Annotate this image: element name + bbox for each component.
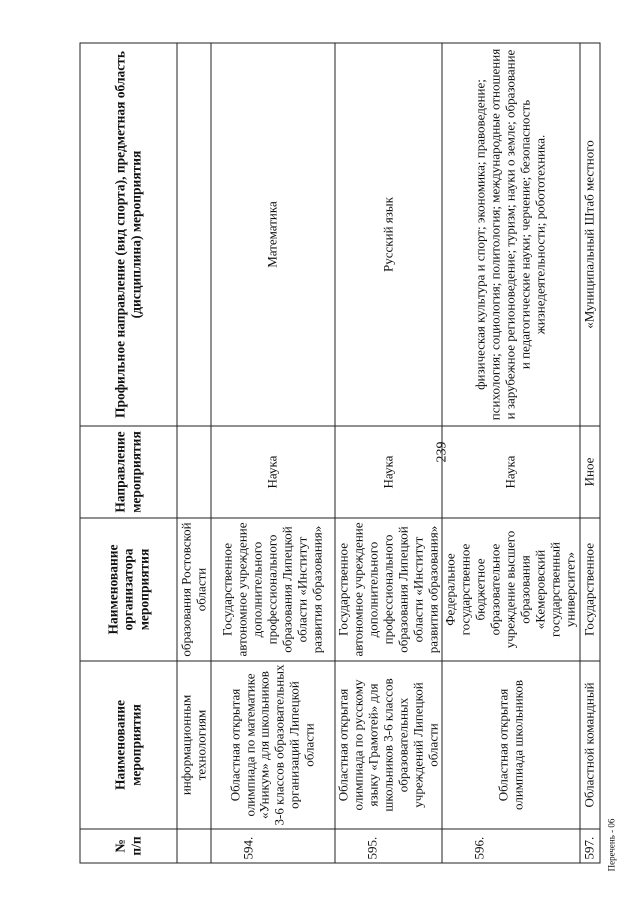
- cell-direction: Наука: [334, 426, 442, 518]
- page-number: 239: [434, 441, 450, 463]
- table-header-row: [80, 43, 177, 863]
- rotated-table-frame: [79, 43, 596, 863]
- cell-profile: физическая культура и спорт; экономика; правоведение; психология; социология; политология; международные отношения и зарубежное регионоведение; туризм; науки о земле; образование и педагогические науки; черчение; безопасность жизнедеятельности; робототехника.: [442, 43, 579, 426]
- header-direction: Направление мероприятия: [80, 426, 177, 518]
- events-table: [79, 42, 600, 863]
- cell-profile: [177, 43, 211, 426]
- cell-num: 596.: [442, 829, 579, 863]
- table-row: [334, 43, 442, 863]
- cell-organizer: Федеральное государственное бюджетное образовательное учреждение высшего образования «Кемеровский государственный университет»: [442, 518, 579, 661]
- cell-direction: Иное: [579, 426, 599, 518]
- cell-num: 594.: [210, 829, 334, 863]
- cell-num: 595.: [334, 829, 442, 863]
- table-row: [210, 43, 334, 863]
- cell-name: Областная открытая олимпиада школьников: [442, 661, 579, 829]
- header-organizer: Наименование организатора мероприятия: [80, 518, 177, 661]
- cell-organizer: Государственное: [579, 518, 599, 661]
- cell-profile: Русский язык: [334, 43, 442, 426]
- cell-direction: Наука: [210, 426, 334, 518]
- cell-organizer: образования Ростовской области: [177, 518, 211, 661]
- table-container: [79, 43, 596, 863]
- cell-num: [177, 829, 211, 863]
- cell-direction: Наука: [442, 426, 579, 518]
- table-row-continuation: [177, 43, 211, 863]
- header-num: № п/п: [80, 829, 177, 863]
- cell-profile: Математика: [210, 43, 334, 426]
- table-row: [579, 43, 599, 863]
- cell-organizer: Государственное автономное учреждение дополнительного профессионального образования Липецкой области «Институт развития образования»: [210, 518, 334, 661]
- table-row: [442, 43, 579, 863]
- cell-name: информационным технологиям: [177, 661, 211, 829]
- header-name: Наименование мероприятия: [80, 661, 177, 829]
- header-profile: Профильное направление (вид спорта), предметная область (дисциплина) мероприятия: [80, 43, 177, 426]
- cell-num: 597.: [579, 829, 599, 863]
- cell-profile: «Муниципальный Штаб местного: [579, 43, 599, 426]
- cell-name: Областной командный: [579, 661, 599, 829]
- cell-direction: [177, 426, 211, 518]
- cell-name: Областная открытая олимпиада по русскому языку «Грамотей» для школьников 3-6 классов образовательных учреждений Липецкой области: [334, 661, 442, 829]
- cell-organizer: Государственное автономное учреждение дополнительного профессионального образования Липецкой области «Институт развития образования»: [334, 518, 442, 661]
- footer-text: Перечень - 06: [606, 818, 617, 872]
- cell-name: Областная открытая олимпиада по математике «Уникум» для школьников 3-6 классов образовательных организаций Липецкой области: [210, 661, 334, 829]
